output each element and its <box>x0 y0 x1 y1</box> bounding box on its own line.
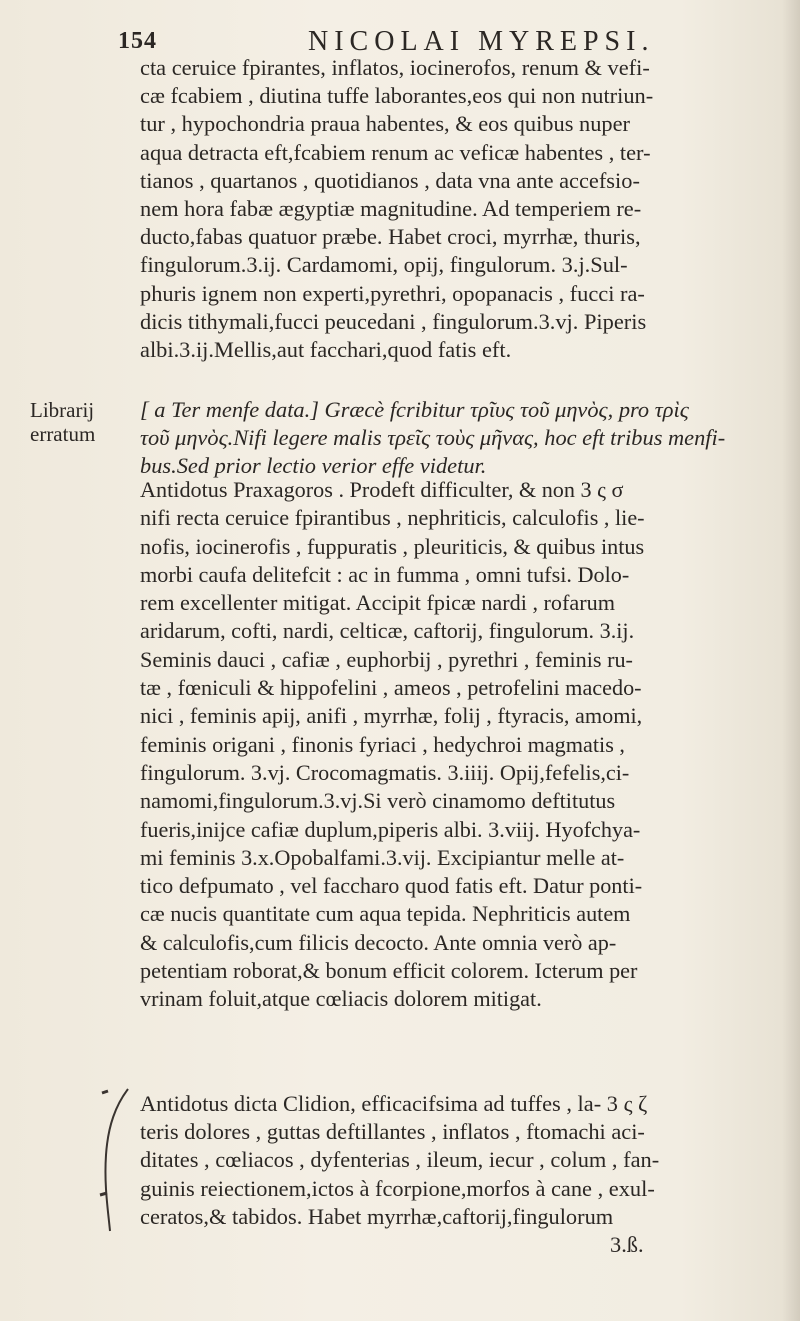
text-line: tianos , quartanos , quotidianos , data vna ante accefsio- <box>140 167 640 193</box>
text-line: & calculofis,cum filicis decocto. Ante omnia verò ap- <box>140 929 617 955</box>
text-line: nofis, iocinerofis , fuppuratis , pleuriticis, & quibus intus <box>140 533 645 559</box>
text-line: nem hora fabæ ægyptiæ magnitudine. Ad temperiem re- <box>140 196 642 222</box>
text-line: nifi recta ceruice fpirantibus , nephriticis, calculofis , lie- <box>140 505 645 531</box>
text-line: aridarum, cofti, nardi, celticæ, caftorij, fingulorum. 3.ij. <box>140 618 635 644</box>
paragraph-4 <box>140 1090 772 1259</box>
text-line: cæ nucis quantitate cum aqua tepida. Nephriticis autem <box>140 901 631 927</box>
page-number: 154 <box>118 28 157 54</box>
margin-note-line: erratum <box>30 422 96 446</box>
text-line: feminis origani , finonis fyriaci , hedychroi magmatis , <box>140 731 625 757</box>
text-line: Antidotus dicta Clidion, efficacifsima ad tuffes , la- 3 ς ζ <box>140 1091 648 1116</box>
text-line: fingulorum. 3.vj. Crocomagmatis. 3.iiij. Opij,fefelis,ci- <box>140 759 630 785</box>
paragraph-3 <box>140 476 772 1014</box>
text-line: fueris,inijce cafiæ duplum,piperis albi. 3.viij. Hyofchya- <box>140 816 641 842</box>
text-line: guinis reiectionem,ictos à fcorpione,morfos à cane , exul- <box>140 1175 655 1201</box>
text-line: namomi,fingulorum.3.vj.Si verò cinamomo deftitutus <box>140 788 616 814</box>
handwritten-bracket-mark <box>98 1085 138 1235</box>
text-line: tico defpumato , vel faccharo quod fatis eft. Datur ponti- <box>140 873 643 899</box>
text-line: petentiam roborat,& bonum efficit colorem. Icterum per <box>140 958 638 984</box>
text-line: nici , feminis apij, anifi , myrrhæ, folij , ftyracis, amomi, <box>140 703 643 729</box>
text-line: morbi caufa delitefcit : ac in fumma , omni tufsi. Dolo- <box>140 561 630 587</box>
text-line: ditates , cœliacos , dyfenterias , ileum, iecur , colum , fan- <box>140 1147 660 1173</box>
text-line: teris dolores , guttas deftillantes , inflatos , ftomachi aci- <box>140 1119 645 1145</box>
text-line: τοῦ μηνὸς.Nifi legere malis τρεῖς τοὺς μῆνας, hoc eft tribus menfi- <box>140 425 726 451</box>
text-line: ducto,fabas quatuor præbe. Habet croci, myrrhæ, thuris, <box>140 224 641 250</box>
text-line: cta ceruice fpirantes, inflatos, iocinerofos, renum & vefi- <box>140 55 650 80</box>
margin-note-line: Librarij <box>30 398 95 422</box>
text-line: aqua detracta eft,fcabiem renum ac veficæ habentes , ter- <box>140 139 651 165</box>
running-head: NICOLAI MYREPSI. <box>308 26 655 57</box>
text-line: tur , hypochondria praua habentes, & eos quibus nuper <box>140 111 630 137</box>
text-line: mi feminis 3.x.Opobalfami.3.vij. Excipiantur melle at- <box>140 844 625 870</box>
text-line: ceratos,& tabidos. Habet myrrhæ,caftorij,fingulorum <box>140 1203 614 1229</box>
text-line: 3.ß. <box>610 1232 644 1258</box>
text-line: Antidotus Praxagoros . Prodeft difficulter, & non 3 ς σ <box>140 477 624 502</box>
text-line: cæ fcabiem , diutina tuffe laborantes,eos qui non nutriun- <box>140 83 654 109</box>
paragraph-1 <box>140 54 772 364</box>
text-line: rem excellenter mitigat. Accipit fpicæ nardi , rofarum <box>140 590 616 616</box>
text-line: albi.3.ij.Mellis,aut facchari,quod fatis eft. <box>140 337 512 363</box>
margin-note <box>30 398 130 446</box>
paragraph-2 <box>140 396 772 481</box>
text-line: dicis tithymali,fucci peucedani , fingulorum.3.vj. Piperis <box>140 308 647 334</box>
text-line: phuris ignem non experti,pyrethri, opopanacis , fucci ra- <box>140 280 645 306</box>
page-edge-shadow <box>782 0 800 1321</box>
text-line: bus.Sed prior lectio verior effe videtur. <box>140 453 487 479</box>
text-line: tæ , fœniculi & hippofelini , ameos , petrofelini macedo- <box>140 675 642 701</box>
text-line: vrinam foluit,atque cœliacis dolorem mitigat. <box>140 986 542 1012</box>
text-line: Seminis dauci , cafiæ , euphorbij , pyrethri , feminis ru- <box>140 646 633 672</box>
text-line: fingulorum.3.ij. Cardamomi, opij, fingulorum. 3.j.Sul- <box>140 252 628 278</box>
text-line: [ a Ter menfe data.] Græcè fcribitur τρῖυς τοῦ μηνὸς, pro τρὶς <box>140 397 689 422</box>
